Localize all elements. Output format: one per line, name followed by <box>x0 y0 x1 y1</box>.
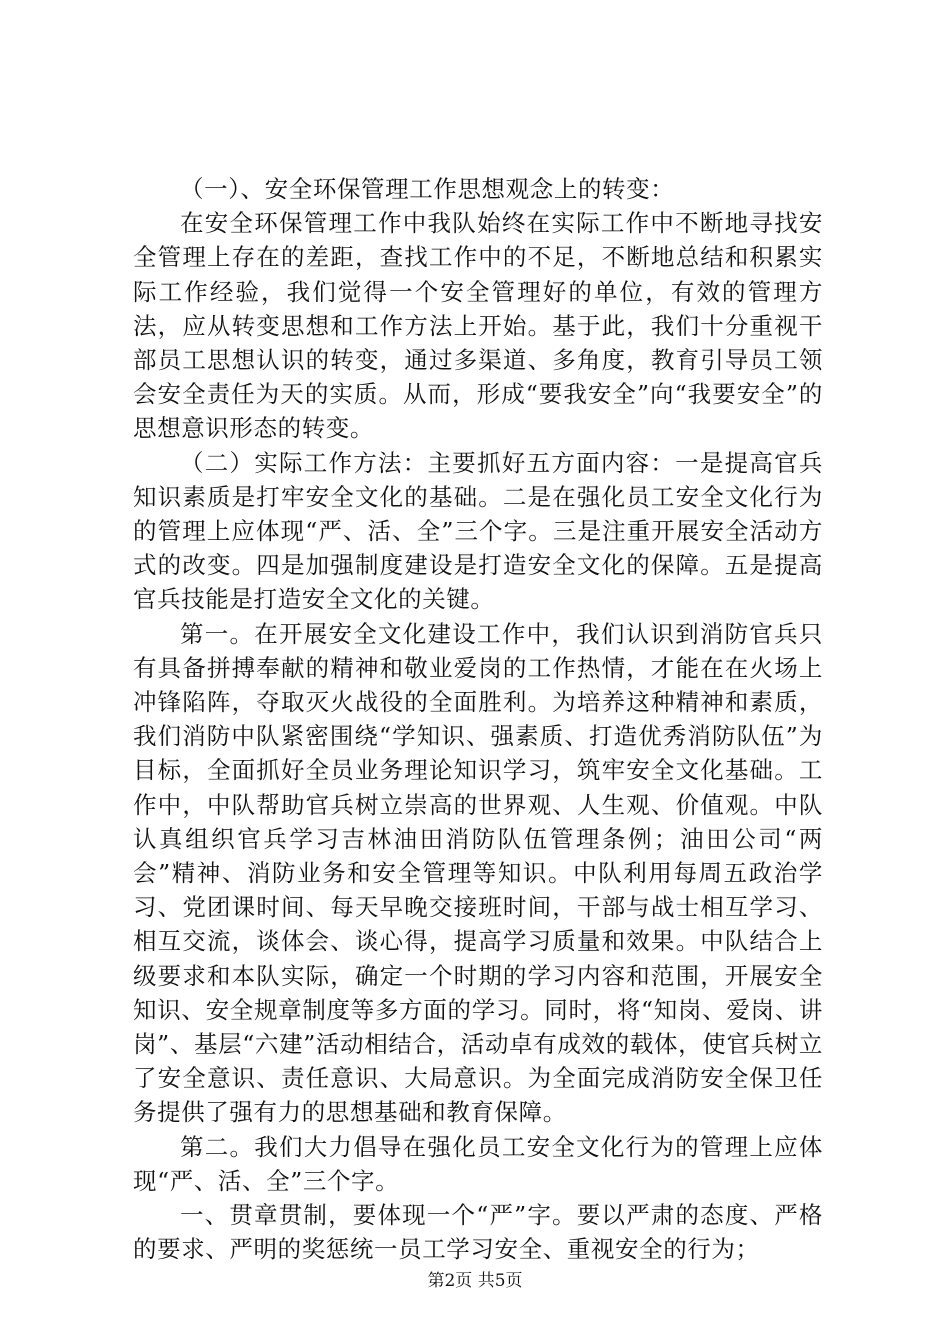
paragraph: 第一。在开展安全文化建设工作中，我们认识到消防官兵只有具备拼搏奉献的精神和敬业爱岗的工作热情，才能在在火场上冲锋陷阵，夺取灭火战役的全面胜利。为培养这种精神和素质，我们消防中队紧密围绕“学知识、强素质、打造优秀消防队伍”为目标，全面抓好全员业务理论知识学习，筑牢安全文化基础。工作中，中队帮助官兵树立崇高的世界观、人生观、价值观。中队认真组织官兵学习吉林油田消防队伍管理条例；油田公司“两会”精神、消防业务和安全管理等知识。中队利用每周五政治学习、党团课时间、每天早晚交接班时间，干部与战士相互学习、相互交流，谈体会、谈心得，提高学习质量和效果。中队结合上级要求和本队实际，确定一个时期的学习内容和范围，开展安全知识、安全规章制度等多方面的学习。同时，将“知岗、爱岗、讲岗”、基层“六建”活动相结合，活动卓有成效的载体，使官兵树立了安全意识、责任意识、大局意识。为全面完成消防安全保卫任务提供了强有力的思想基础和教育保障。 <box>133 619 823 1127</box>
paragraph: 第二。我们大力倡导在强化员工安全文化行为的管理上应体现“严、活、全”三个字。 <box>133 1132 823 1195</box>
document-body <box>133 172 823 1267</box>
section-heading-2: （二）实际工作方法：主要抓好五方面内容：一是提高官兵知识素质是打牢安全文化的基础。二是在强化员工安全文化行为的管理上应体现“严、活、全”三个字。三是注重开展安全活动方式的改变。四是加强制度建设是打造安全文化的保障。五是提高官兵技能是打造安全文化的关键。 <box>133 448 823 614</box>
paragraph: 在安全环保管理工作中我队始终在实际工作中不断地寻找安全管理上存在的差距，查找工作中的不足，不断地总结和积累实际工作经验，我们觉得一个安全管理好的单位，有效的管理方法，应从转变思想和工作方法上开始。基于此，我们十分重视干部员工思想认识的转变，通过多渠道、多角度，教育引导员工领会安全责任为天的实质。从而，形成“要我安全”向“我要安全”的思想意识形态的转变。 <box>133 209 823 443</box>
page-number: 第2页 共5页 <box>427 1271 523 1291</box>
section-heading-1: （一）、安全环保管理工作思想观念上的转变： <box>180 175 675 203</box>
paragraph: 一、贯章贯制，要体现一个“严”字。要以严肃的态度、严格的要求、严明的奖惩统一员工学习安全、重视安全的行为； <box>133 1201 823 1264</box>
page-footer <box>0 1270 950 1292</box>
